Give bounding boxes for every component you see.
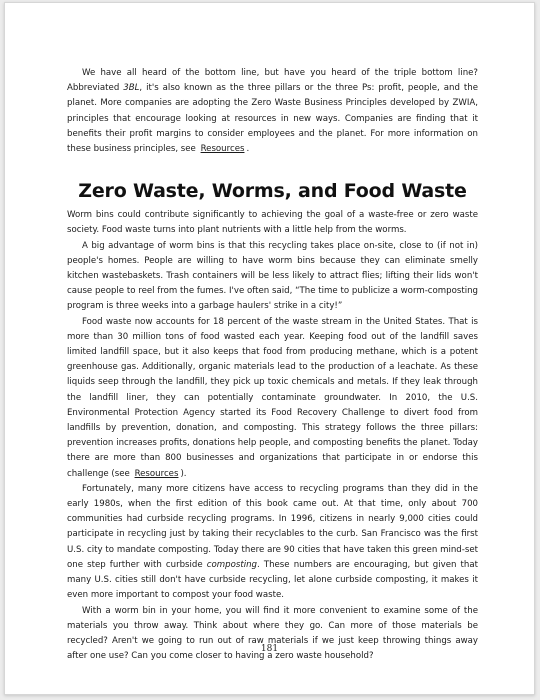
section-paragraph-3	[67, 315, 478, 482]
page-content	[67, 66, 478, 664]
intro-text-start: We have all heard of the bottom line, but have you heard of the triple bottom line? Abbreviated	[67, 68, 478, 94]
paragraph-4-text-start: Fortunately, many more citizens have access to recycling programs than they did in the early 1980s, when the first edition of this book came out. At that time, only about 700 communities had curbside recycling programs. In 1996, citizens in nearly 9,000 cities could participate in recycling just by taking their recyclables to the curb. San Francisco was the first U.S. city to mandate composting. Today there are 90 cities that have taken this green mind-set one step further with curbside	[67, 483, 478, 570]
paragraph-4-emphasis: composting	[206, 559, 257, 570]
intro-paragraph	[67, 66, 478, 157]
section-heading: Zero Waste, Worms, and Food Waste	[78, 180, 467, 203]
resources-link[interactable]: Resources	[200, 144, 245, 155]
section-paragraph-5: With a worm bin in your home, you will find it more convenient to examine some of the materials you throw away. Think about where they go. Can more of those materials be recycled? Aren't we going to run out of raw materials if we just keep throwing things away after one use? Can you come closer to having a zero waste household?	[67, 605, 478, 662]
resources-link-2[interactable]: Resources	[134, 468, 179, 479]
book-page	[4, 2, 535, 695]
intro-emphasis-3bl: 3BL	[123, 83, 140, 94]
section-paragraph-1: Worm bins could contribute significantly to achieving the goal of a waste-free or zero waste society. Food waste turns into plant nutrients with a little help from the worms.	[67, 210, 478, 236]
intro-text-end: .	[246, 144, 250, 155]
section-paragraph-4	[67, 482, 478, 604]
paragraph-3-end: ).	[180, 468, 187, 479]
paragraph-3-text: Food waste now accounts for 18 percent of the waste stream in the United States. That is more than 30 million tons of food wasted each year. Keeping food out of the landfill saves limited landfill space, but it also keeps that food from producing methane, which is a potent greenhouse gas. Additionally, organic materials lead to the production of a leachate. As these liquids seep through the landfill, they pick up toxic chemicals and metals. If they leak through the landfill liner, they can potentially contaminate groundwater. In 2010, the U.S. Environmental Protection Agency started its Food Recovery Challenge to divert food from landfills by prevention, donation, and composting. This strategy follows the three pillars: prevention increases profits, donations help people, and composting benefits the planet. Today there are more than 800 businesses and organizations that participate in or endorse this challenge (see	[67, 316, 478, 479]
intro-text-main: , it's also known as the three pillars or the three Ps: profit, people, and the planet. More companies are adopting the Zero Waste Business Principles developed by ZWIA, principles that encourage looking at resources in new ways. Companies are finding that it benefits their profit margins to consider employees and the planet. For more information on these business principles, see	[67, 83, 478, 155]
section-paragraph-2: A big advantage of worm bins is that this recycling takes place on-site, close to (if not in) people's homes. People are willing to have worm bins because they can eliminate smelly kitchen wastebaskets. Trash containers will be less likely to attract flies; lifting their lids won't cause people to reel from the fumes. I've often said, “The time to publicize a worm-composting program is three weeks into a garbage haulers' strike in a city!”	[67, 240, 478, 312]
paragraph-4-text-end: . These numbers are encouraging, but given that many U.S. cities still don't have curbside recycling, let alone curbside composting, it makes it even more important to compost your food waste.	[67, 559, 478, 601]
page-number: 181	[260, 644, 279, 654]
